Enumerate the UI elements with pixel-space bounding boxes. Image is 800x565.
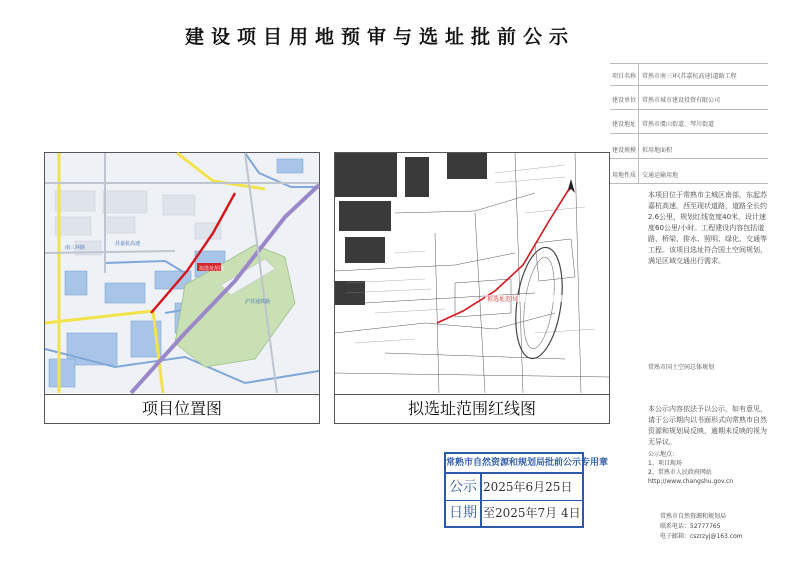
stamp-value: 2025年6月25日 xyxy=(483,480,573,494)
project-description: 本项目位于常熟市主城区南部，东起苏嘉杭高速，西至现状道路，道路全长约2.6公里，规划红线宽度40米，设计速度60公里/小时。工程建设内容包括道路、桥梁、排水、照明、绿化、交通等工程。该项目选址符合国土空间规划，满足区域交通出行需求。 xyxy=(648,191,767,265)
info-label: 用地性质 xyxy=(612,172,637,179)
contact-place: 1、项目现场 xyxy=(648,460,682,467)
info-value: 常熟市城市建设投资有限公司 xyxy=(642,97,721,104)
redline-map-caption: 拟选址范围红线图 xyxy=(335,394,609,423)
stamp-row xyxy=(446,474,582,501)
stamp-value: 至2025年7月 4日 xyxy=(483,506,581,520)
redline-map-panel xyxy=(334,152,610,424)
info-value: 常熟市虞山街道、琴川街道 xyxy=(642,121,715,128)
rail-label: 沪苏通铁路 xyxy=(245,299,271,305)
location-map-panel xyxy=(44,152,320,424)
redline-route-label: 拟选址范围 xyxy=(487,297,518,303)
info-value: 交通运输用地 xyxy=(642,172,679,179)
info-label: 建设规模 xyxy=(612,147,637,154)
planning-note: 常熟市国土空间总体规划 xyxy=(648,364,715,371)
info-label: 建设地址 xyxy=(612,121,637,128)
route-label: 拟选址范围 xyxy=(199,266,225,272)
info-label: 建设单位 xyxy=(612,97,637,104)
info-value: 常熟市南三环(苏嘉杭高速)道路工程 xyxy=(642,73,737,80)
contact-url[interactable]: http://www.changshu.gov.cn xyxy=(648,478,734,485)
location-map-caption: 项目位置图 xyxy=(45,394,319,423)
info-label: 项目名称 xyxy=(612,73,637,80)
stamp-row xyxy=(446,500,582,526)
contact-block xyxy=(648,450,768,486)
official-stamp xyxy=(444,452,609,528)
contact-heading: 公示地点： xyxy=(648,451,679,458)
stamp-header: 常熟市自然资源和规划局批前公示专用章 xyxy=(446,454,582,474)
stamp-label: 日期 xyxy=(446,500,482,526)
contact-site: 2、常熟市人民政府网站 xyxy=(648,469,712,476)
stamp-label: 公示 xyxy=(446,474,482,500)
contact-email: 电子邮箱：cszrzyj@163.com xyxy=(660,533,743,540)
redline-map xyxy=(335,153,609,393)
road-label: 苏嘉杭高速 xyxy=(115,241,141,247)
notice-text: 本公示内容依法予以公示，如有意见，请于公示期内以书面形式向常熟市自然资源和规划局反映，逾期未反映的视为无异议。 xyxy=(648,405,767,446)
info-value: 拟用地面积 xyxy=(642,147,673,154)
page-title: 建设项目用地预审与选址批前公示 xyxy=(184,26,575,48)
location-map xyxy=(45,153,319,393)
contact-footer xyxy=(660,512,770,542)
contact-phone: 联系电话：52777765 xyxy=(660,523,721,530)
office-name: 常熟市自然资源和规划局 xyxy=(660,513,727,520)
road-label: 南三环路 xyxy=(65,245,86,251)
